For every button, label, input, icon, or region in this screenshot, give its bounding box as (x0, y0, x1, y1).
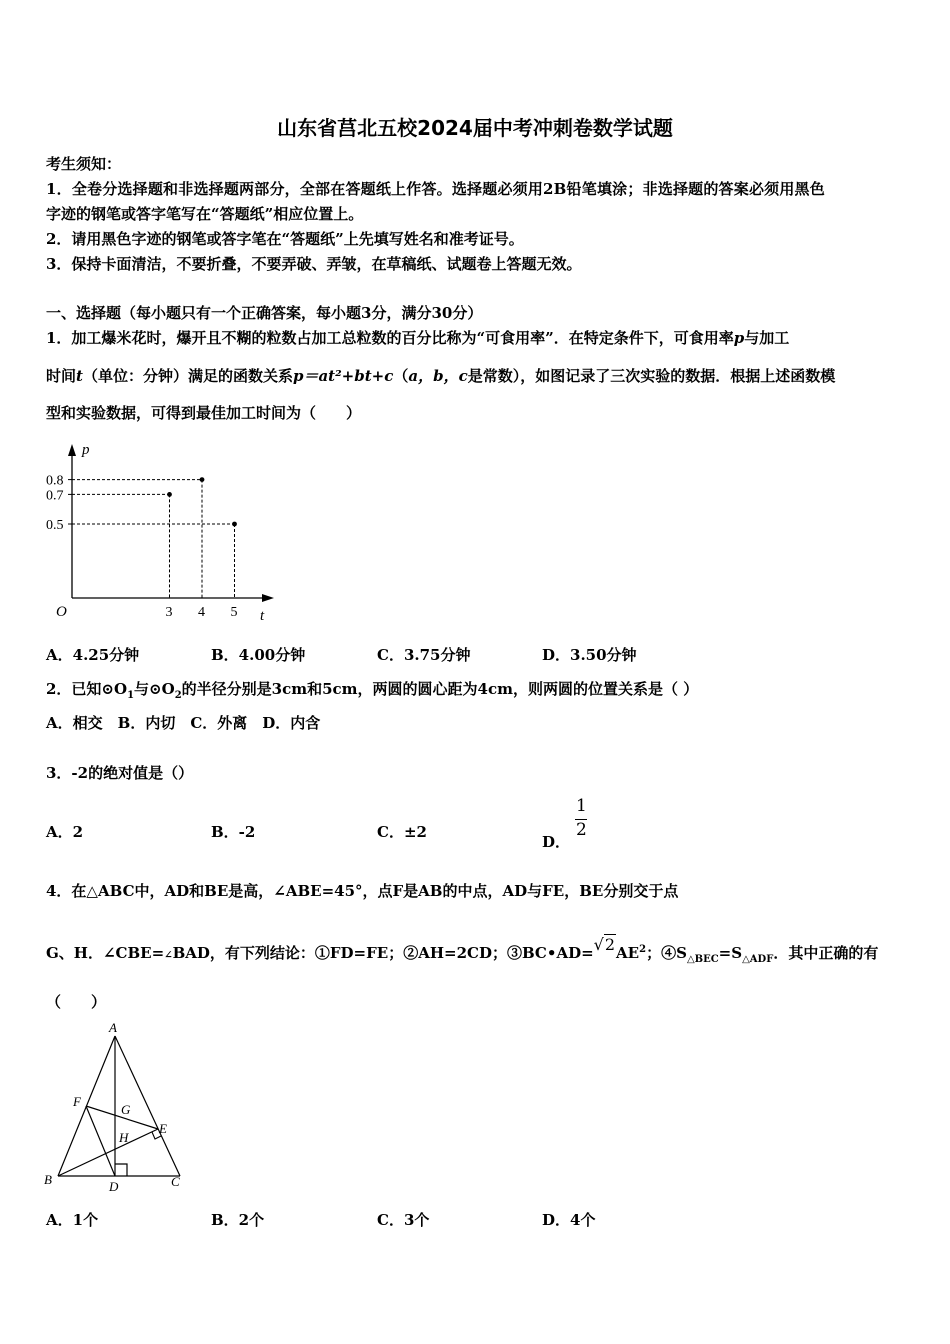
q1-option-a: A．4.25分钟 (46, 646, 140, 664)
q2-question (46, 678, 698, 701)
q4-triangle-figure (40, 1018, 200, 1193)
q1-formula: p＝at²+bt+c (292, 367, 394, 385)
q4-option-a: A．1个 (46, 1211, 99, 1229)
q1-chart (40, 436, 290, 626)
q4-sup2: 2 (639, 944, 647, 955)
q1-option-b: B．4.00分钟 (211, 646, 306, 664)
q4-line2 (46, 935, 879, 965)
q2-text-b: 与⊙O (134, 680, 175, 698)
q4-l2-d: ；④S (646, 944, 687, 962)
y-axis-label: p (82, 442, 90, 458)
seg-be (58, 1129, 158, 1176)
label-g: G (121, 1102, 131, 1117)
label-f: F (73, 1094, 81, 1109)
q4-option-c: C．3个 (377, 1211, 430, 1229)
q4-sub-bec: △BEC (686, 954, 719, 965)
seg-fd (86, 1106, 115, 1176)
q3-question: 3．-2的绝对值是（） (46, 764, 194, 782)
data-point-2 (232, 522, 237, 527)
q3-option-b: B．-2 (211, 823, 256, 841)
y-tick-label-2: 0.8 (46, 473, 64, 489)
q4-small-angle: ∠ (164, 950, 173, 961)
q2-sub2: 2 (174, 690, 182, 701)
q1-line2 (46, 365, 835, 386)
q1-l2-c: （ (393, 367, 409, 385)
q4-line1: 4．在△ABC中，AD和BE是高，∠ABE=45°，点F是AB的中点，AD与FE，BE分别交于点 (46, 882, 679, 900)
q4-sqrt: √2 (593, 935, 616, 954)
q1-l2-d: 是常数），如图记录了三次实验的数据．根据上述函数模 (467, 367, 836, 385)
notice-heading: 考生须知： (46, 155, 122, 173)
q2-sub1: 1 (127, 690, 135, 701)
q1-line3: 型和实验数据，可得到最佳加工时间为（ ） (46, 404, 362, 422)
data-point-0 (167, 492, 172, 497)
x-axis-arrow (262, 594, 274, 602)
q4-l2-c: AE (616, 944, 640, 962)
q1-l2-b: （单位：分钟）满足的函数关系 (82, 367, 293, 385)
q1-vars: a，b，c (408, 367, 468, 385)
x-tick-label-0: 3 (165, 605, 173, 620)
q1-option-c: C．3.75分钟 (377, 646, 471, 664)
right-angle-d (115, 1164, 127, 1176)
q2-text-c: 的半径分别是3cm和5cm，两圆的圆心距为4cm，则两圆的位置关系是（ ） (181, 680, 699, 698)
q2-options: A．相交 B．内切 C．外离 D．内含 (46, 714, 321, 732)
section-heading: 一、选择题（每小题只有一个正确答案，每小题3分，满分30分） (46, 304, 483, 322)
q1-text-a: 1．加工爆米花时，爆开且不糊的粒数占加工总粒数的百分比称为“可食用率”．在特定条件下，可食用率 (46, 329, 734, 347)
q3-fraction (574, 796, 588, 840)
y-axis-arrow (68, 444, 76, 456)
q4-sub-adf: △ADF (742, 954, 774, 965)
q4-l2-f: ．其中正确的有 (773, 944, 879, 962)
q4-sqrt-radicand: 2 (604, 935, 616, 954)
label-d: D (109, 1179, 119, 1193)
x-axis-label: t (260, 608, 265, 624)
q4-option-b: B．2个 (211, 1211, 265, 1229)
q1-option-d: D．3.50分钟 (542, 646, 637, 664)
label-b: B (44, 1172, 52, 1187)
q2-text-a: 2．已知⊙O (46, 680, 128, 698)
frac-numerator: 1 (576, 796, 587, 816)
notice-item-1-cont: 字迹的钢笔或答字笔写在“答题纸”相应位置上。 (46, 205, 364, 223)
notice-item-1: 1．全卷分选择题和非选择题两部分，全部在答题纸上作答。选择题必须用2B铅笔填涂；非选择题的答案必须用黑色 (46, 180, 825, 198)
q3-option-c: C．±2 (377, 823, 427, 841)
page-title: 山东省莒北五校2024届中考冲刺卷数学试题 (277, 116, 673, 140)
origin-label: O (56, 604, 67, 620)
label-h: H (119, 1130, 129, 1145)
data-point-1 (200, 477, 205, 482)
q1-var-t: t (76, 367, 83, 385)
notice-item-2: 2．请用黑色字迹的钢笔或答字笔在“答题纸”上先填写姓名和准考证号。 (46, 230, 524, 248)
q4-l2-e: =S (718, 944, 743, 962)
q1-line1 (46, 327, 789, 348)
q1-l2-a: 时间 (46, 367, 77, 385)
label-c: C (171, 1174, 180, 1189)
q4-line3: （ ） (46, 993, 107, 1011)
q3-option-a: A．2 (46, 823, 84, 841)
x-tick-label-2: 5 (230, 605, 238, 620)
q4-l2-a: G、H．∠CBE= (46, 944, 165, 962)
label-e: E (159, 1121, 167, 1136)
y-tick-label-0: 0.5 (46, 518, 64, 533)
q4-option-d: D．4个 (542, 1211, 596, 1229)
q1-text-b: 与加工 (744, 329, 790, 347)
q3-option-d (542, 796, 587, 851)
q1-var-p: p (733, 329, 745, 347)
q3-option-d-label: D． (542, 833, 571, 851)
frac-denominator: 2 (576, 820, 587, 840)
notice-item-3: 3．保持卡面清洁，不要折叠，不要弄破、弄皱，在草稿纸、试题卷上答题无效。 (46, 255, 582, 273)
x-tick-label-1: 4 (198, 605, 205, 620)
y-tick-label-1: 0.7 (46, 488, 64, 504)
q4-l2-b: BAD，有下列结论：①FD=FE；②AH=2CD；③BC•AD= (172, 944, 594, 962)
label-a: A (109, 1020, 117, 1035)
